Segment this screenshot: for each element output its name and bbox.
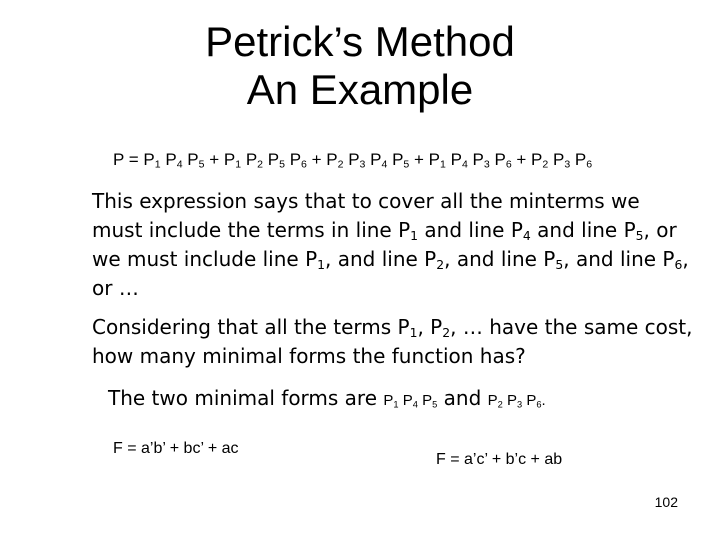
petrick-expression xyxy=(113,150,592,170)
explanation-paragraph xyxy=(92,187,692,303)
term-subscript: 1 xyxy=(235,158,242,171)
term-p: P xyxy=(289,150,302,169)
formula-1: F = a’b’ + bc’ + ac xyxy=(113,440,239,457)
term-subscript: 6 xyxy=(586,158,593,171)
p1-sub-6: 5 xyxy=(555,257,564,273)
term-p: P xyxy=(223,150,236,169)
min2-p: P xyxy=(526,392,537,409)
min1-subscript: 4 xyxy=(412,399,418,410)
p1-text-1: This expression says that to cover all the minterms we must include the terms in line P xyxy=(92,189,640,242)
page-number: 102 xyxy=(654,494,678,510)
term-subscript: 3 xyxy=(359,158,366,171)
min2-p: P xyxy=(507,392,518,409)
term-subscript: 2 xyxy=(337,158,344,171)
expression-term xyxy=(429,150,512,169)
term-subscript: 5 xyxy=(403,158,410,171)
term-p: P xyxy=(187,150,199,169)
p1-sub-4: 1 xyxy=(317,257,326,273)
p1-text-5: , and line P xyxy=(325,247,437,271)
minimal-form-2 xyxy=(488,392,542,409)
title-line-2: An Example xyxy=(246,66,474,113)
p1-text-7: , and line P xyxy=(563,247,675,271)
term-subscript: 6 xyxy=(505,158,512,171)
term-p: P xyxy=(472,150,484,169)
min1-p: P xyxy=(402,392,413,409)
formula-2: F = a’c’ + b’c + ab xyxy=(436,451,563,468)
term-p: P xyxy=(574,150,587,169)
term-p: P xyxy=(348,150,360,169)
term-subscript: 6 xyxy=(301,158,307,171)
term-subscript: 1 xyxy=(154,158,161,171)
min1-p: P xyxy=(383,392,394,409)
min1-subscript: 1 xyxy=(393,399,399,410)
p2-sub-1: 1 xyxy=(409,325,418,341)
term-subscript: 3 xyxy=(564,158,571,171)
p1-text-2: and line P xyxy=(418,218,523,242)
p3-text-2: and xyxy=(437,386,488,410)
minimal-form-1 xyxy=(383,392,437,409)
p2-text-3: , … have the same cost, how many minimal forms the function has? xyxy=(92,315,693,368)
term-p: P xyxy=(392,150,404,169)
slide-title xyxy=(0,18,720,114)
title-line-1: Petrick’s Method xyxy=(205,18,515,65)
term-p: P xyxy=(165,150,177,169)
p2-text-2: , P xyxy=(417,315,443,339)
term-subscript: 5 xyxy=(279,158,285,171)
term-p: P xyxy=(428,150,440,169)
p1-text-6: , and line P xyxy=(444,247,556,271)
p1-sub-3: 5 xyxy=(635,228,644,244)
p1-sub-7: 6 xyxy=(674,257,683,273)
p1-sub-5: 2 xyxy=(436,257,445,273)
p1-text-8: , or … xyxy=(92,247,689,300)
min2-subscript: 6 xyxy=(536,399,542,410)
expression-term xyxy=(326,150,409,169)
min1-p: P xyxy=(422,392,433,409)
term-subscript: 2 xyxy=(542,158,549,171)
expression-term xyxy=(143,150,204,169)
term-p: P xyxy=(531,150,543,169)
p2-sub-2: 2 xyxy=(442,325,451,341)
p1-sub-1: 1 xyxy=(410,228,419,244)
term-p: P xyxy=(552,150,565,169)
p1-sub-2: 4 xyxy=(522,228,531,244)
term-subscript: 2 xyxy=(257,158,264,171)
term-subscript: 4 xyxy=(381,158,388,171)
p2-text-1: Considering that all the terms P xyxy=(92,315,410,339)
expression-term xyxy=(224,150,307,169)
min2-p: P xyxy=(487,392,498,409)
term-p: P xyxy=(267,150,280,169)
expression-lhs: P = xyxy=(113,150,139,169)
min2-subscript: 3 xyxy=(517,399,523,410)
question-paragraph xyxy=(92,313,712,371)
term-subscript: 3 xyxy=(483,158,490,171)
expression-terms: $P_1$ $P_4$ $P_5 + P_1$ $P_2$ $P_5$ $P_6 + P_2$ $P_3$ $P_4$ $P_5 + P_1$ $P_4$ $P_3$ $P_6 + P_2$ $P_3$ $P_6$ xyxy=(143,150,593,171)
term-p: P xyxy=(370,150,382,169)
answer-paragraph xyxy=(108,384,546,415)
term-subscript: 4 xyxy=(461,158,468,171)
p3-end: . xyxy=(541,392,546,409)
term-subscript: 5 xyxy=(198,158,205,171)
min2-subscript: 2 xyxy=(497,399,503,410)
p3-text-1: The two minimal forms are xyxy=(108,386,384,410)
p1-text-3: and line P xyxy=(530,218,636,242)
min1-subscript: 5 xyxy=(432,399,438,410)
term-subscript: 4 xyxy=(176,158,183,171)
term-p: P xyxy=(143,150,155,169)
term-p: P xyxy=(245,150,258,169)
expression-term xyxy=(531,150,592,169)
p1-text-4: , or we must include line P xyxy=(92,218,677,271)
term-p: P xyxy=(450,150,462,169)
term-p: P xyxy=(494,150,506,169)
term-p: P xyxy=(326,150,338,169)
term-subscript: 1 xyxy=(440,158,446,171)
